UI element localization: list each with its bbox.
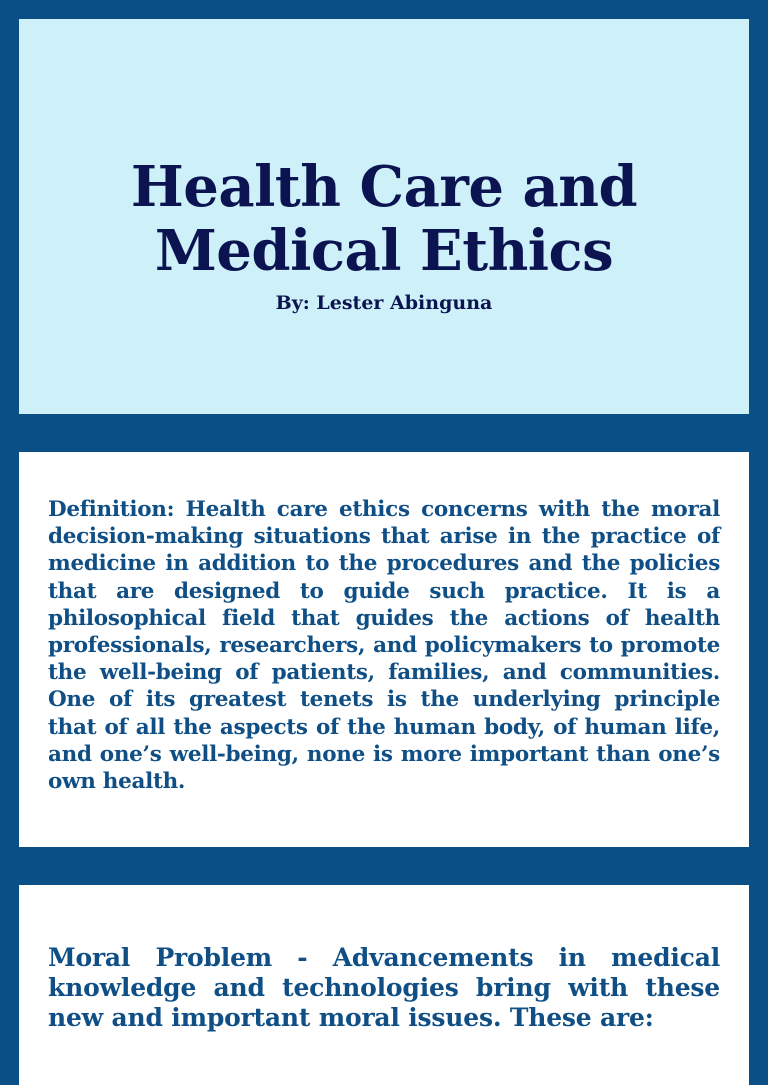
definition-text: Definition: Health care ethics concerns with the moral decision-making situations that arise in the practice of medicine in addition to the procedures and the policies that are designed to guide such practice. It is a philosophical field that guides the actions of health professionals, researchers, and policymakers to promote the well-being of patients, families, and communities. One of its greatest tenets is the underlying principle that of all the aspects of the human body, of human life, and one’s well-being, none is more important than one’s own health. <box>48 497 720 795</box>
definition-slide <box>19 452 749 847</box>
title-line-1: Health Care and <box>130 154 638 220</box>
moral-problem-slide <box>19 885 749 1085</box>
title-slide <box>19 19 749 414</box>
author-byline: By: Lester Abinguna <box>275 292 493 314</box>
page-title <box>19 155 749 283</box>
title-line-2: Medical Ethics <box>154 218 614 284</box>
moral-problem-text: Moral Problem - Advancements in medical knowledge and technologies bring with these new and important moral issues. These are: <box>48 943 720 1032</box>
